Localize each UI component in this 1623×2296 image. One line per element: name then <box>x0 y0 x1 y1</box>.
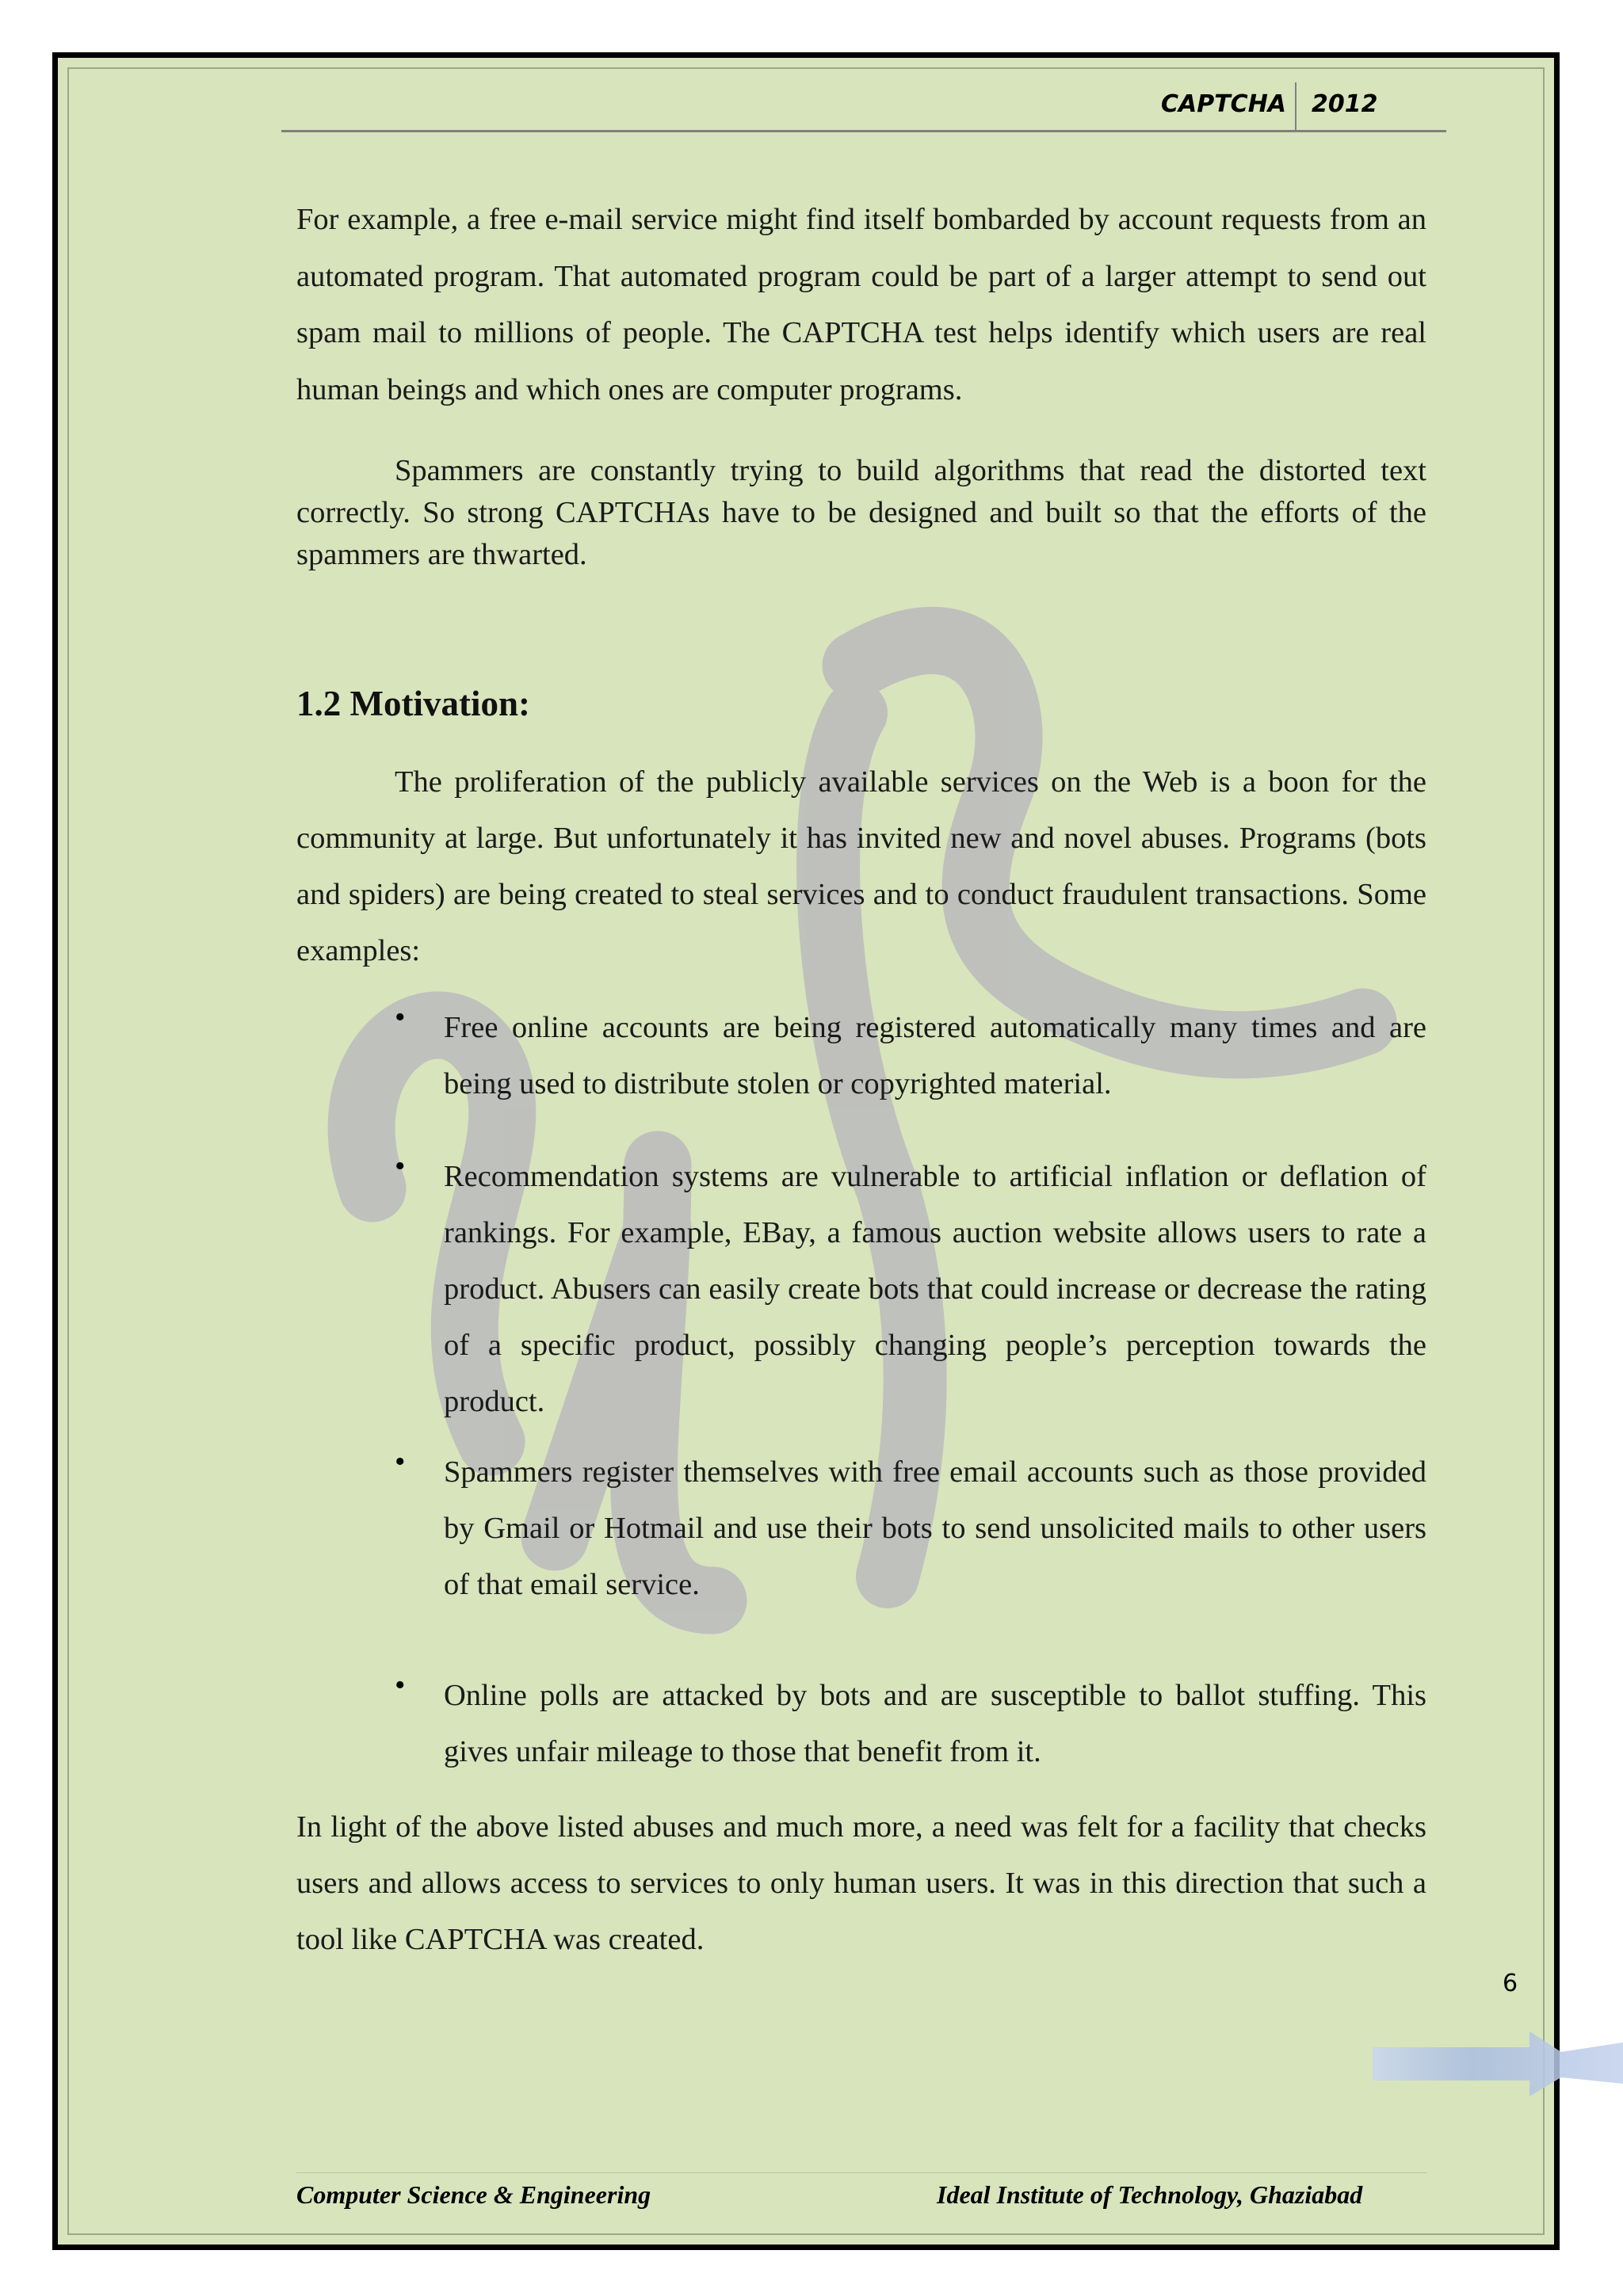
page-number: 6 <box>1503 1970 1518 1997</box>
list-item <box>395 1000 1426 1112</box>
header-title: CAPTCHA <box>1161 90 1287 118</box>
list-item-text: Online polls are attacked by bots and are susceptible to ballot stuffing. This gives unfair mileage to those that benefit from it. <box>444 1679 1426 1768</box>
spammers-paragraph: Spammers are constantly trying to build algorithms that read the distorted text correctly. So strong CAPTCHAs have to be designed and built so that the efforts of the spammers are thwarted. <box>296 454 1426 571</box>
list-item-text: Recommendation systems are vulnerable to artificial inflation or deflation of rankings. For example, EBay, a famous auction website allows users to rate a product. Abusers can easily create bots that could increase or decrease the rating of a specific product, possibly changing people’s perception towards the product. <box>444 1160 1426 1418</box>
list-item-text: Free online accounts are being registered automatically many times and are being used to distribute stolen or copyrighted material. <box>444 1011 1426 1100</box>
intro-paragraph: For example, a free e-mail service might find itself bombarded by account requests from an automated program. That automated program could be part of a larger attempt to send out spam mail to millions of people. The CAPTCHA test helps identify which users are real human beings and which ones are computer programs. <box>296 203 1426 406</box>
conclusion-paragraph: In light of the above listed abuses and much more, a need was felt for a facility that checks users and allows access to services to only human users. It was in this direction that such a tool like CAPTCHA was created. <box>296 1810 1426 1956</box>
list-item <box>395 1149 1426 1430</box>
header-year: 2012 <box>1312 90 1378 118</box>
footer-institute: Ideal Institute of Technology, Ghaziabad <box>937 2180 1363 2209</box>
bullet-icon: • <box>395 1150 406 1183</box>
arrow-decoration-icon <box>1371 2028 1623 2100</box>
footer-department: Computer Science & Engineering <box>296 2180 651 2209</box>
page-header <box>281 82 1446 132</box>
bullet-icon: • <box>395 1669 406 1702</box>
list-item <box>395 1668 1426 1780</box>
section-heading: 1.2 Motivation: <box>296 684 530 723</box>
footer-divider <box>296 2172 1426 2173</box>
header-divider <box>1295 82 1296 130</box>
bullet-icon: • <box>395 1001 406 1034</box>
bullet-icon: • <box>395 1445 406 1478</box>
motivation-paragraph: The proliferation of the publicly available services on the Web is a boon for the community at large. But unfortunately it has invited new and novel abuses. Programs (bots and spiders) are being created to steal services and to conduct fraudulent transactions. Some examples: <box>296 765 1426 967</box>
list-item <box>395 1444 1426 1613</box>
list-item-text: Spammers register themselves with free email accounts such as those provided by Gmail or Hotmail and use their bots to send unsolicited mails to other users of that email service. <box>444 1455 1426 1601</box>
